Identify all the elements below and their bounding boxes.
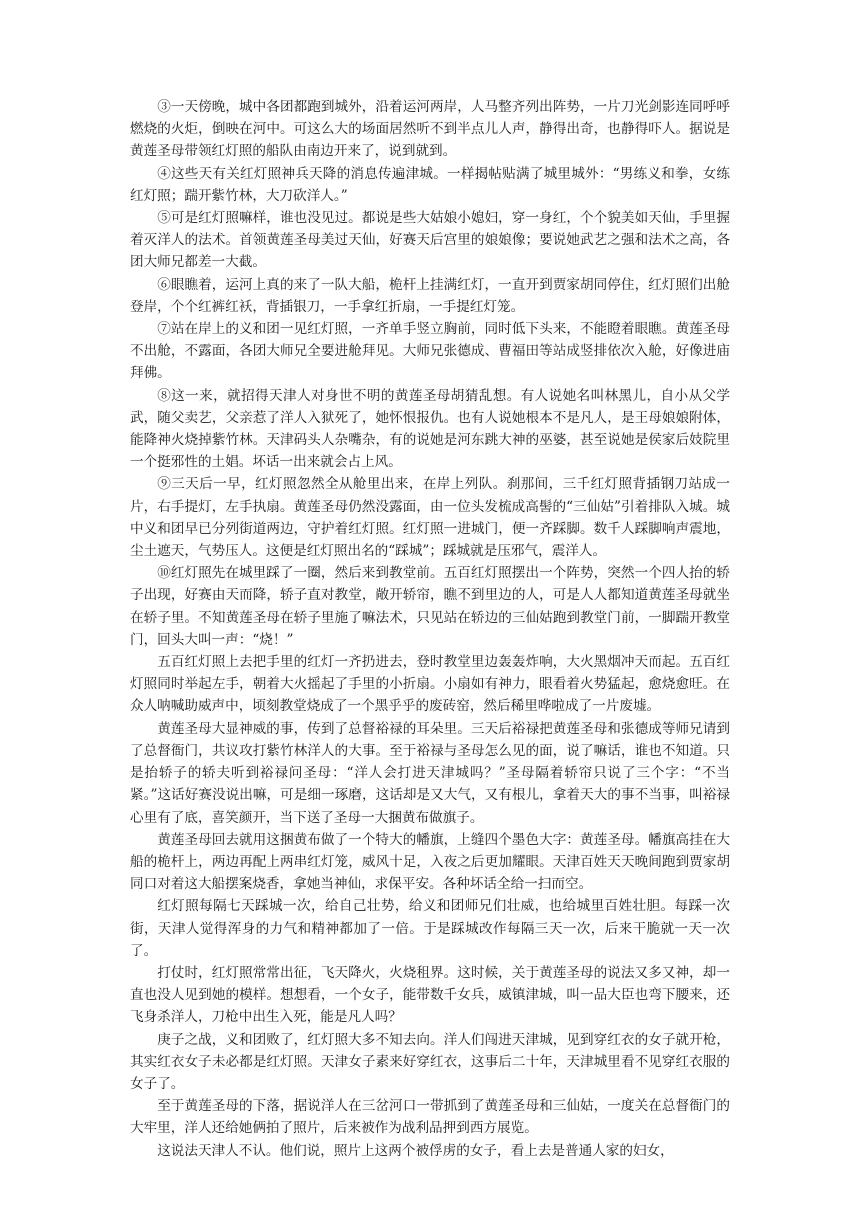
paragraph-7: ⑦站在岸上的义和团一见红灯照，一齐单手竖立胸前，同时低下头来，不能瞪着眼瞧。黄莲圣母不出舱，不露面，各团大师兄全要进舱拜见。大师兄张德成、曹福田等站成竖排依次入舱，好像进庙拜佛。: [130, 321, 730, 382]
paragraph-9: ⑨三天后一早，红灯照忽然全从舱里出来，在岸上列队。刹那间，三千红灯照背插钢刀站成一片，右手提灯，左手执扇。黄莲圣母仍然没露面，由一位头发梳成高髻的“三仙姑”引着排队入城。城中义和团早已分列街道两边，守护着红灯照。红灯照一进城门，便一齐踩脚。数千人踩脚响声震地，尘土遮天，气势压人。这便是红灯照出名的“踩城”；踩城就是压邪气，震洋人。: [130, 476, 730, 560]
paragraph-5: ⑤可是红灯照嘛样，谁也没见过。都说是些大姑娘小媳妇，穿一身红，个个貌美如天仙，手里握着灭洋人的法术。首领黄莲圣母美过天仙，好赛天后宫里的娘娘像；要说她武艺之强和法术之高，各团大师兄都差一大截。: [130, 210, 730, 271]
paragraph-10-continued-f: 庚子之战，义和团败了，红灯照大多不知去向。洋人们闯进天津城，见到穿红衣的女子就开枪，其实红衣女子未必都是红灯照。天津女子素来好穿红衣，这事后二十年，天津城里看不见穿红衣服的女子了。: [130, 1031, 730, 1092]
paragraph-10-continued-c: 黄莲圣母回去就用这捆黄布做了一个特大的幡旗，上缝四个墨色大字：黄莲圣母。幡旗高挂在大船的桅杆上，两边再配上两串红灯笼，威风十足，入夜之后更加耀眼。天津百姓天天晚间跑到贾家胡同口对着这大船摆案烧香，拿她当神仙，求保平安。各种坏话全给一扫而空。: [130, 831, 730, 893]
paragraph-6: ⑥眼瞧着，运河上真的来了一队大船，桅杆上挂满红灯，一直开到贾家胡同停住，红灯照们出舱登岸，个个红裤红袄，背插银刀，一手拿红折扇，一手提红灯笼。: [130, 276, 730, 315]
document-body: [130, 96, 730, 1162]
paragraph-8: ⑧这一来，就招得天津人对身世不明的黄莲圣母胡猜乱想。有人说她名叫林黑儿，自小从父学武，随父卖艺，父亲惹了洋人入狱死了，她怀恨报仇。也有人说她根本不是凡人，是王母娘娘附体，能降神火烧掉紫竹林。天津码头人杂嘴杂，有的说她是河东跳大神的巫婆，甚至说她是侯家后妓院里一个挺邪性的土娼。坏话一出来就会占上风。: [130, 387, 730, 471]
paragraph-10-continued-h: 这说法天津人不认。他们说，照片上这两个被俘虏的女子，看上去是普通人家的妇女，: [157, 1142, 674, 1159]
paragraph-10-continued-a: 五百红灯照上去把手里的红灯一齐扔进去，登时教堂里边轰轰炸响，大火黑烟冲天而起。五百红灯照同时举起左手，朝着大火摇起了手里的小折扇。小扇如有神力，眼看着火势猛起，愈烧愈旺。在众人呐喊助威声中，顷刻教堂烧成了一个黑乎乎的废砖窑，然后稀里哗啦成了一片废墟。: [130, 654, 730, 715]
paragraph-10-continued-g: 至于黄莲圣母的下落，据说洋人在三岔河口一带抓到了黄莲圣母和三仙姑，一度关在总督衙门的大牢里，洋人还给她俩拍了照片，后来被作为战利品押到西方展览。: [130, 1098, 730, 1137]
paragraph-10-continued-b: 黄莲圣母大显神威的事，传到了总督裕禄的耳朵里。三天后裕禄把黄莲圣母和张德成等师兄请到了总督衙门，共议攻打紫竹林洋人的大事。至于裕禄与圣母怎么见的面，说了嘛话，谁也不知道。只是抬轿子的轿夫听到裕禄问圣母：“洋人会打进天津城吗？”圣母隔着轿帘只说了三个字：“不当紧。”这话好赛没说出嘛，可是细一琢磨，这话却是又大气，又有根儿，拿着天大的事不当事，叫裕禄心里有了底，喜笑颜开，当下送了圣母一大捆黄布做旗子。: [130, 720, 730, 826]
paragraph-10-continued-e: 打仗时，红灯照常常出征，飞天降火，火烧租界。这时候，关于黄莲圣母的说法又多又神，却一直也没人见到她的模样。想想看，一个女子，能带数千女兵，威镇津城，叫一品大臣也弯下腰来，还飞身杀洋人，刀枪中出生入死，能是凡人吗？: [130, 964, 730, 1026]
paragraph-4: ④这些天有关红灯照神兵天降的消息传遍津城。一样揭帖贴满了城里城外：“男练义和拳，女练红灯照；踹开紫竹林，大刀砍洋人。”: [130, 165, 730, 204]
paragraph-10-continued-d: 红灯照每隔七天踩城一次，给自己壮势，给义和团师兄们壮威，也给城里百姓壮胆。每踩一次街，天津人觉得浑身的力气和精神都加了一倍。于是踩城改作每隔三天一次，后来干脆就一天一次了。: [130, 898, 730, 959]
paragraph-10: ⑩红灯照先在城里踩了一圈，然后来到教堂前。五百红灯照摆出一个阵势，突然一个四人抬的轿子出现，好赛由天而降，轿子直对教堂，敞开轿帘，瞧不到里边的人，可是人人都知道黄莲圣母就坐在轿子里。不知黄莲圣母在轿子里施了嘛法术，只见站在轿边的三仙姑跑到教堂门前，一脚踹开教堂门，回头大叫一声：“烧！”: [130, 565, 730, 648]
paragraph-3: ③一天傍晚，城中各团都跑到城外，沿着运河两岸，人马整齐列出阵势，一片刀光剑影连同呼呼燃烧的火炬，倒映在河中。可这么大的场面居然听不到半点儿人声，静得出奇，也静得吓人。据说是黄莲圣母带领红灯照的船队由南边开来了，说到就到。: [130, 99, 730, 160]
